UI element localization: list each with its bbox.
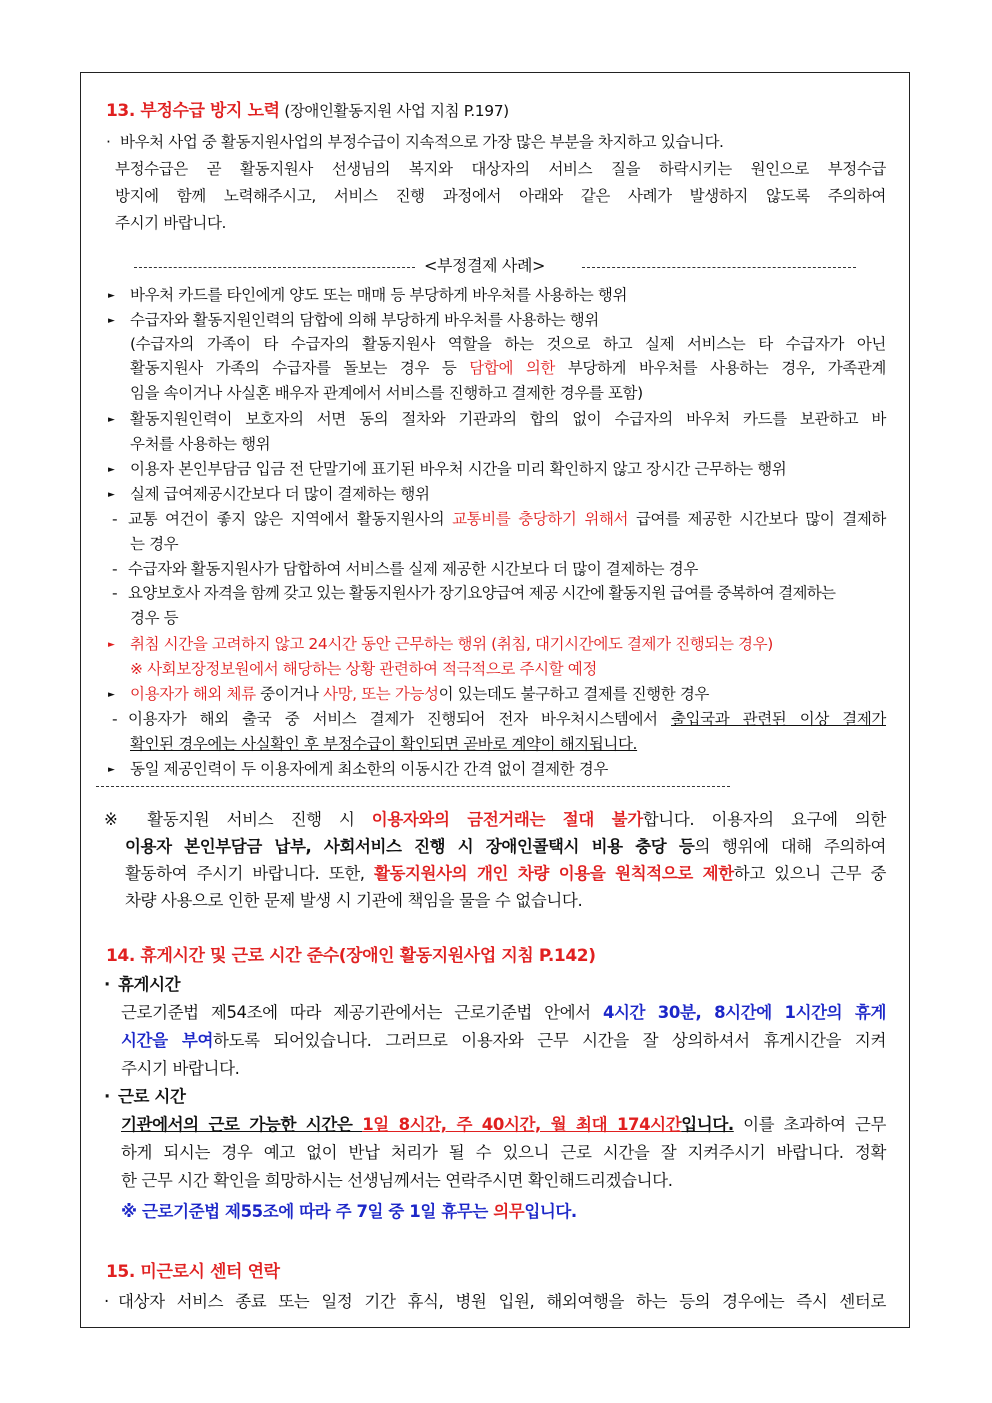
cases-title: <부정결제 사례> bbox=[424, 256, 546, 275]
triangle-bullet-icon: ► bbox=[108, 316, 115, 326]
case-dash-3: - 요양보호사 자격을 함께 갖고 있는 활동지원사가 장기요양급여 제공 시간에 활동지원 급여를 중복하여 결제하는 bbox=[112, 584, 836, 602]
case-bullet-5: ► 실제 급여제공시간보다 더 많이 결제하는 행위 bbox=[108, 485, 430, 503]
rest-line-1: 근로기준법 제54조에 따라 제공기관에서는 근로기준법 안에서 4시간 30분, 8시간에 1시간의 휴게 bbox=[121, 1003, 886, 1022]
case-dash-1: - 교통 여건이 좋지 않은 지역에서 활동지원사의 교통비를 충당하기 위해서 급여를 제공한 시간보다 많이 결제하 bbox=[112, 510, 886, 528]
section-13-title: 13. 부정수급 방지 노력 bbox=[106, 101, 280, 121]
section-15-line-1: · 대상자 서비스 종료 또는 일정 기간 휴식, 병원 입원, 해외여행을 하는 등의 경우에는 즉시 센터로 bbox=[104, 1292, 886, 1311]
triangle-bullet-icon: ► bbox=[108, 690, 115, 700]
case-bullet-1: ► 바우처 카드를 타인에게 양도 또는 매매 등 부당하게 바우처를 사용하는 행위 bbox=[108, 286, 628, 304]
work-line-1: 기관에서의 근로 가능한 시간은 1일 8시간, 주 40시간, 월 최대 174시간입니다. 이를 초과하여 근무 bbox=[121, 1115, 886, 1134]
triangle-bullet-icon: ► bbox=[108, 291, 115, 301]
cases-divider-right bbox=[582, 267, 856, 268]
cases-divider-left bbox=[134, 267, 415, 268]
rest-time-label: · 휴게시간 bbox=[104, 975, 181, 994]
work-line-3: 한 근무 시간 확인을 희망하시는 선생님께서는 연락주시면 확인해드리겠습니다. bbox=[121, 1171, 673, 1190]
case-bullet-2-detail-3: 임을 속이거나 사실혼 배우자 관계에서 서비스를 진행하고 결제한 경우를 포함) bbox=[130, 384, 643, 402]
case-dash-4-cont: 확인된 경우에는 사실확인 후 부정수급이 확인되면 곧바로 계약이 해지됩니다. bbox=[130, 735, 638, 753]
case-bullet-3: ► 활동지원인력이 보호자의 서면 동의 절차와 기관과의 합의 없이 수급자의 바우처 카드를 보관하고 바 bbox=[108, 410, 886, 428]
rest-line-3: 주시기 바랍니다. bbox=[121, 1059, 240, 1078]
intro-line-4: 주시기 바랍니다. bbox=[115, 214, 227, 232]
section-14-title: 14. 휴게시간 및 근로 시간 준수(장애인 활동지원사업 지침 P.142) bbox=[106, 946, 596, 966]
case-dash-2: - 수급자와 활동지원사가 담합하여 서비스를 실제 제공한 시간보다 더 많이 결제하는 경우 bbox=[112, 560, 698, 578]
work-line-2: 하게 되시는 경우 예고 없이 반납 처리가 될 수 있으니 근로 시간을 잘 지켜주시기 바랍니다. 정확 bbox=[121, 1143, 886, 1162]
triangle-bullet-icon: ► bbox=[108, 490, 115, 500]
triangle-bullet-icon: ► bbox=[108, 765, 115, 775]
case-dash-3-cont: 경우 등 bbox=[130, 609, 179, 627]
section-15-title: 15. 미근로시 센터 연락 bbox=[106, 1262, 280, 1282]
case-bullet-4: ► 이용자 본인부담금 입금 전 단말기에 표기된 바우처 시간을 미리 확인하지 않고 장시간 근무하는 행위 bbox=[108, 460, 787, 478]
intro-line-1: · 바우처 사업 중 활동지원사업의 부정수급이 지속적으로 가장 많은 부분을 차지하고 있습니다. bbox=[106, 133, 724, 151]
intro-line-2: 부정수급은 곧 활동지원사 선생님의 복지와 대상자의 서비스 질을 하락시키는 원인으로 부정수급 bbox=[115, 160, 886, 178]
case-bullet-2-detail-2: 활동지원사 가족의 수급자를 돌보는 경우 등 담합에 의한 부당하게 바우처를 사용하는 경우, 가족관계 bbox=[130, 359, 886, 377]
case-bullet-2-detail-1: (수급자의 가족이 타 수급자의 활동지원사 역할을 하는 것으로 하고 실제 서비스는 타 수급자가 아닌 bbox=[130, 335, 886, 353]
section-13-ref: (장애인활동지원 사업 지침 P.197) bbox=[284, 102, 509, 120]
rest-line-2: 시간을 부여하도록 되어있습니다. 그러므로 이용자와 근무 시간을 잘 상의하셔서 휴게시간을 지켜 bbox=[121, 1031, 886, 1050]
notice-line-1: ※ 활동지원 서비스 진행 시 이용자와의 금전거래는 절대 불가합니다. 이용자의 요구에 의한 bbox=[104, 810, 886, 829]
notice-line-3: 활동하여 주시기 바랍니다. 또한, 활동지원사의 개인 차량 이용을 원칙적으로 제한하고 있으니 근무 중 bbox=[125, 864, 886, 883]
section-13-heading bbox=[106, 101, 509, 121]
case-bullet-3-cont: 우처를 사용하는 행위 bbox=[130, 435, 271, 453]
case-bullet-8: ► 동일 제공인력이 두 이용자에게 최소한의 이동시간 간격 없이 결제한 경우 bbox=[108, 760, 608, 778]
notice-line-2: 이용자 본인부담금 납부, 사회서비스 진행 시 장애인콜택시 비용 충당 등의 행위에 대해 주의하여 bbox=[125, 837, 886, 856]
triangle-bullet-icon: ► bbox=[108, 465, 115, 475]
case-bullet-7: ► 이용자가 해외 체류 중이거나 사망, 또는 가능성이 있는데도 불구하고 결제를 진행한 경우 bbox=[108, 685, 709, 703]
work-time-label: · 근로 시간 bbox=[104, 1087, 186, 1106]
case-bullet-2: ► 수급자와 활동지원인력의 담합에 의해 부당하게 바우처를 사용하는 행위 bbox=[108, 311, 599, 329]
intro-line-3: 방지에 함께 노력해주시고, 서비스 진행 과정에서 아래와 같은 사례가 발생하지 않도록 주의하여 bbox=[115, 187, 886, 205]
case-bullet-6-note: ※ 사회보장정보원에서 해당하는 상황 관련하여 적극적으로 주시할 예정 bbox=[130, 660, 597, 678]
triangle-bullet-icon: ► bbox=[108, 640, 115, 650]
case-dash-1-cont: 는 경우 bbox=[130, 535, 179, 553]
triangle-bullet-icon: ► bbox=[108, 415, 115, 425]
case-dash-4: - 이용자가 해외 출국 중 서비스 결제가 진행되어 전자 바우처시스템에서 출입국과 관련된 이상 결제가 bbox=[112, 710, 886, 728]
section-divider bbox=[96, 786, 730, 787]
case-bullet-6: ► 취침 시간을 고려하지 않고 24시간 동안 근무하는 행위 (취침, 대기시간에도 결제가 진행되는 경우) bbox=[108, 635, 773, 653]
rest-day-note: ※ 근로기준법 제55조에 따라 주 7일 중 1일 휴무는 의무입니다. bbox=[121, 1202, 577, 1221]
notice-line-4: 차량 사용으로 인한 문제 발생 시 기관에 책임을 물을 수 없습니다. bbox=[125, 891, 583, 910]
